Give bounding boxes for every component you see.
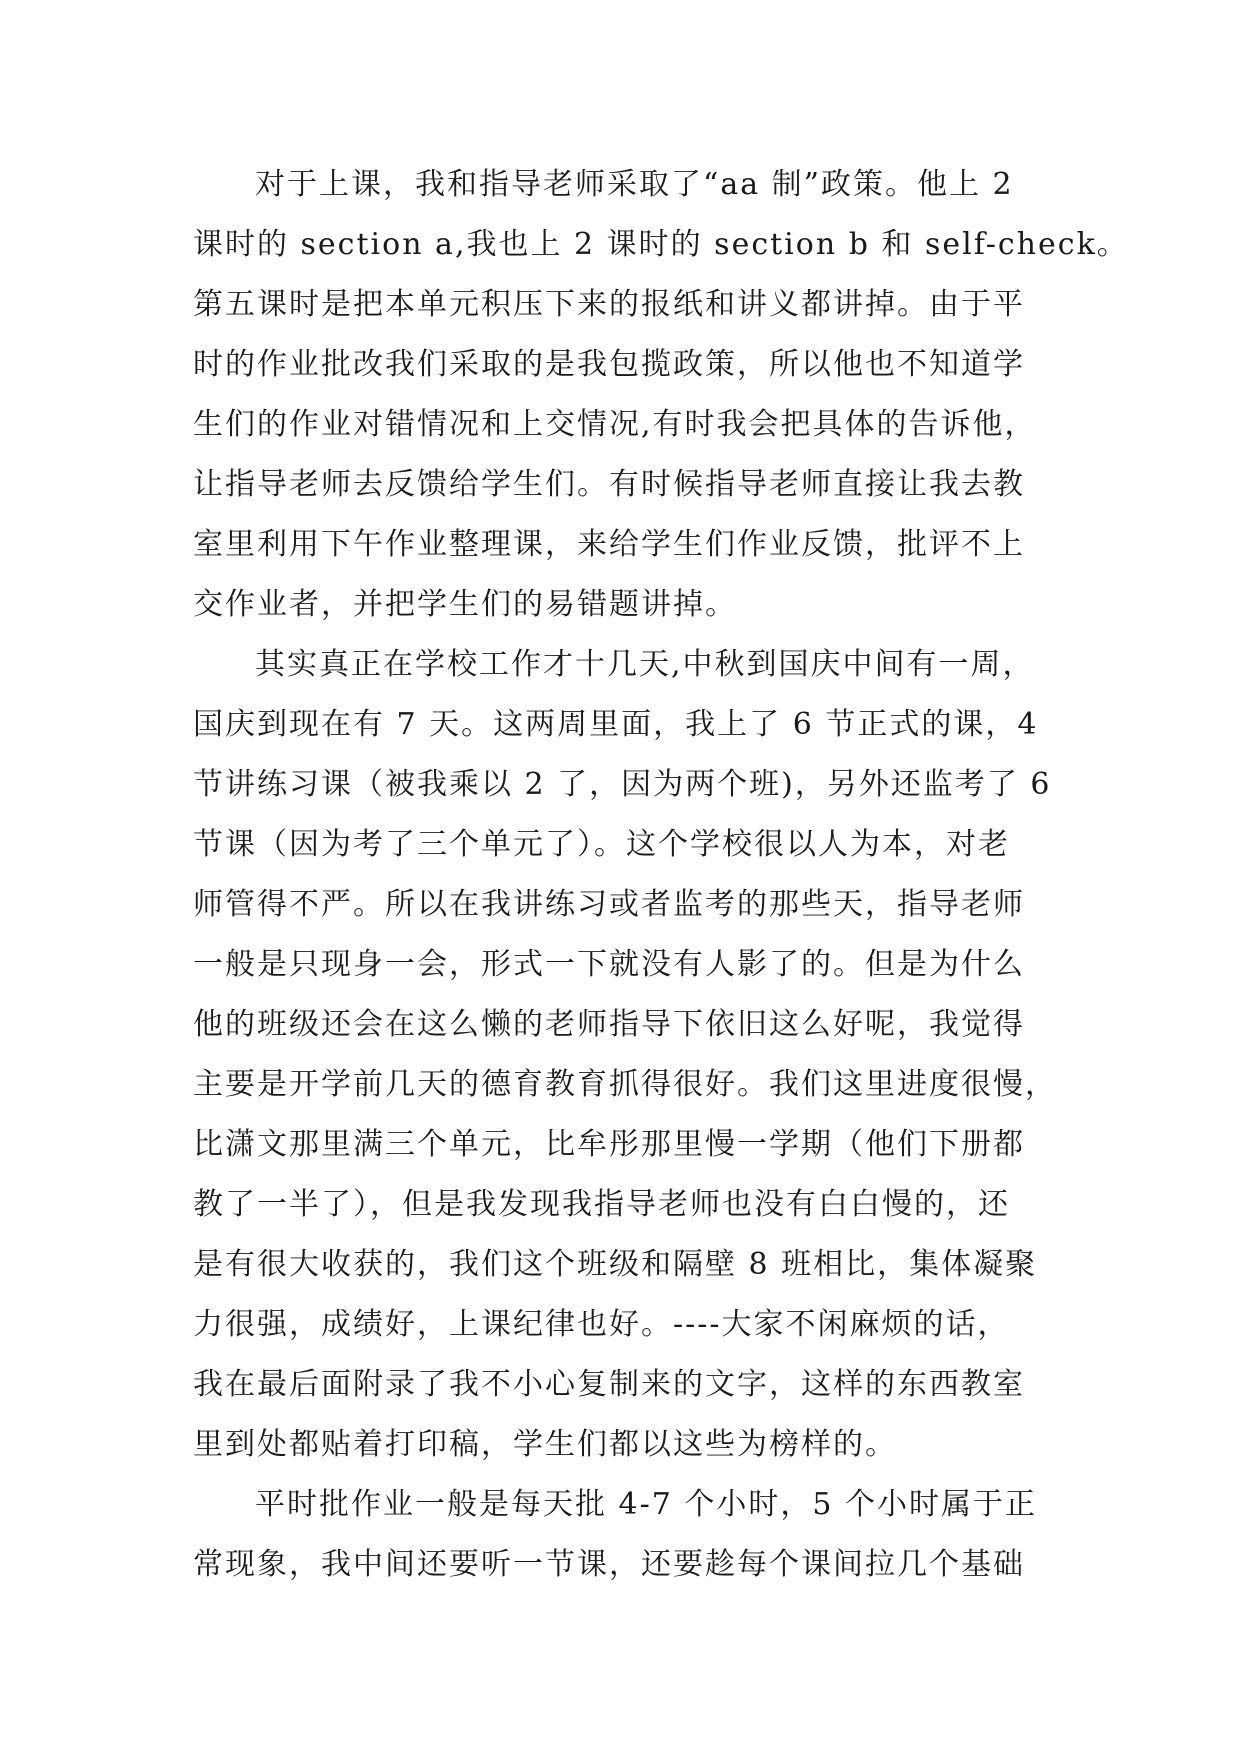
paragraph-2-line-6: 一般是只现身一会，形式一下就没有人影了的。但是为什么	[193, 947, 1025, 982]
paragraph-3-line-1: 平时批作业一般是每天批 4-7 个小时，5 个小时属于正	[255, 1487, 1038, 1522]
paragraph-2-line-10: 教了一半了），但是我发现我指导老师也没有白白慢的，还	[193, 1187, 1010, 1222]
paragraph-1-line-3: 第五课时是把本单元积压下来的报纸和讲义都讲掉。由于平	[193, 287, 1025, 322]
paragraph-3-line-2: 常现象，我中间还要听一节课，还要趁每个课间拉几个基础	[193, 1547, 1025, 1582]
document-body	[193, 155, 1129, 1595]
paragraph-1-line-8: 交作业者，并把学生们的易错题讲掉。	[193, 587, 737, 622]
paragraph-2-line-2: 国庆到现在有 7 天。这两周里面，我上了 6 节正式的课，4	[193, 707, 1039, 742]
paragraph-2-line-11: 是有很大收获的，我们这个班级和隔壁 8 班相比，集体凝聚	[193, 1247, 1038, 1282]
paragraph-1-line-5: 生们的作业对错情况和上交情况,有时我会把具体的告诉他，	[193, 407, 1037, 442]
paragraph-2-line-9: 比潇文那里满三个单元，比牟彤那里慢一学期（他们下册都	[193, 1127, 1025, 1162]
paragraph-2-line-3: 节讲练习课（被我乘以 2 了，因为两个班)，另外还监考了 6	[193, 767, 1052, 802]
paragraph-1-line-7: 室里利用下午作业整理课，来给学生们作业反馈，批评不上	[193, 527, 1025, 562]
paragraph-2-line-1: 其实真正在学校工作才十几天,中秋到国庆中间有一周，	[255, 647, 1035, 682]
paragraph-1-line-6: 让指导老师去反馈给学生们。有时候指导老师直接让我去教	[193, 467, 1025, 502]
paragraph-2-line-8: 主要是开学前几天的德育教育抓得很好。我们这里进度很慢，	[193, 1067, 1057, 1102]
paragraph-2-line-13: 我在最后面附录了我不小心复制来的文字，这样的东西教室	[193, 1367, 1025, 1402]
paragraph-1-line-1: 对于上课，我和指导老师采取了“aa 制”政策。他上 2	[255, 167, 1014, 202]
paragraph-1-line-2: 课时的 section a,我也上 2 课时的 section b 和 self-check。	[193, 227, 1129, 262]
paragraph-2-line-7: 他的班级还会在这么懒的老师指导下依旧这么好呢，我觉得	[193, 1007, 1025, 1042]
paragraph-2-line-12: 力很强，成绩好，上课纪律也好。----大家不闲麻烦的话，	[193, 1307, 1010, 1342]
paragraph-2-line-5: 师管得不严。所以在我讲练习或者监考的那些天，指导老师	[193, 887, 1025, 922]
paragraph-2-line-4: 节课（因为考了三个单元了）。这个学校很以人为本，对老	[193, 827, 1010, 862]
paragraph-1-line-4: 时的作业批改我们采取的是我包揽政策，所以他也不知道学	[193, 347, 1025, 382]
paragraph-2-line-14: 里到处都贴着打印稿，学生们都以这些为榜样的。	[193, 1427, 897, 1462]
